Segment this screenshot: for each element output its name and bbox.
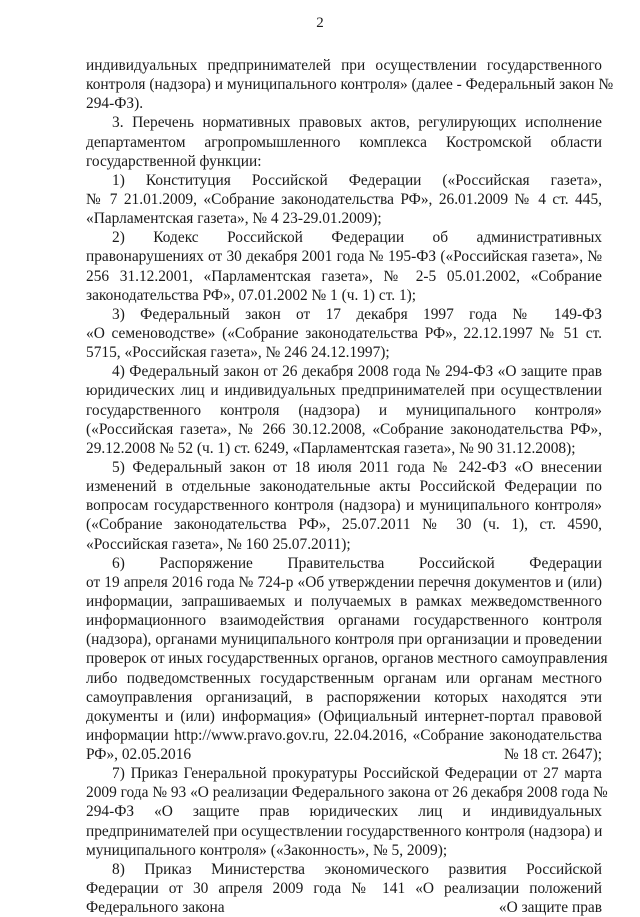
text-line: государственной функции: [86, 152, 262, 170]
text-line: 5715, «Российская газета», № 246 24.12.1997); [86, 344, 390, 362]
document-body [86, 56, 614, 917]
text-line: («Собрание законодательства РФ», 25.07.2011 № 30 (ч. 1), ст. 4590, [86, 516, 602, 534]
text-line [86, 898, 602, 917]
text-line: 4) Федеральный закон от 26 декабря 2008 года № 294-ФЗ «О защите прав [112, 363, 602, 381]
text-line: 294-ФЗ «О защите прав юридических лиц и индивидуальных [86, 803, 602, 821]
page-number: 2 [316, 15, 324, 31]
text-line: 1) Конституция Российской Федерации («Российская газета», [112, 171, 602, 189]
text-line: Федерации от 30 апреля 2009 года № 141 «О реализации положений [86, 880, 602, 898]
text-line: 29.12.2008 № 52 (ч. 1) ст. 6249, «Парламентская газета», № 90 31.12.2008); [86, 439, 576, 457]
text-line: № 7 21.01.2009, «Собрание законодательства РФ», 26.01.2009 № 4 ст. 445, [86, 190, 602, 208]
text-line: юридических лиц и индивидуальных предпринимателей при осуществлении [86, 382, 602, 400]
text-line: предпринимателей при осуществлении государственного контроля (надзора) и [86, 822, 603, 840]
text-line: 2009 года № 93 «О реализации Федерального закона от 26 декабря 2008 года № [86, 784, 608, 802]
text-line: 8) Приказ Министерства экономического развития Российской [112, 860, 602, 878]
text-line [86, 745, 602, 764]
text-line: 256 31.12.2001, «Парламентская газета», № 2-5 05.01.2002, «Собрание [86, 267, 602, 285]
text-line: муниципального контроля» («Законность», № 5, 2009); [86, 841, 448, 859]
text-line: 7) Приказ Генеральной прокуратуры Российской Федерации от 27 марта [112, 765, 602, 783]
text-line: «Парламентская газета», № 4 23-29.01.2009); [86, 210, 382, 228]
text-line: изменений в отдельные законодательные акты Российской Федерации по [86, 478, 602, 496]
text-line: департаментом агропромышленного комплекса Костромской области [86, 133, 602, 151]
text-line: документы и (или) информация» (Официальный интернет-портал правовой [86, 707, 602, 725]
text-line: правонарушениях от 30 декабря 2001 года № 195-ФЗ («Российская газета», № [86, 248, 602, 266]
text-line: 5) Федеральный закон от 18 июля 2011 года № 242-ФЗ «О внесении [112, 458, 602, 476]
text-line: либо подведомственных государственным органам или органам местного [86, 669, 602, 687]
text-line: информации http://www.pravo.gov.ru, 22.04.2016, «Собрание законодательства [86, 726, 602, 744]
text-line: государственного контроля (надзора) и муниципального контроля» [86, 401, 602, 419]
text-line: вопросам государственного контроля (надзора) и муниципального контроля» [86, 497, 602, 515]
text-line: от 19 апреля 2016 года № 724-р «Об утверждении перечня документов и (или) [86, 573, 602, 591]
text-line: 3. Перечень нормативных правовых актов, регулирующих исполнение [112, 114, 602, 132]
text-line-right: «О защите прав [498, 899, 602, 917]
text-line: самоуправления организаций, в распоряжении которых находятся эти [86, 688, 602, 706]
text-line: («Российская газета», № 266 30.12.2008, «Собрание законодательства РФ», [86, 420, 602, 438]
text-line: 2) Кодекс Российской Федерации об административных [112, 229, 602, 247]
text-line: 3) Федеральный закон от 17 декабря 1997 года № 149-ФЗ [112, 305, 602, 323]
text-line: проверок от иных государственных органов, органов местного самоуправления [86, 650, 608, 668]
text-line-right: № 18 ст. 2647); [503, 746, 602, 764]
text-line-left: РФ», 02.05.2016 [86, 746, 192, 764]
text-line: 6) Распоряжение Правительства Российской Федерации [112, 554, 602, 572]
text-line: контроля (надзора) и муниципального контроля» (далее - Федеральный закон № [86, 76, 614, 94]
text-line: законодательства РФ», 07.01.2002 № 1 (ч. 1) ст. 1); [86, 286, 417, 304]
text-line: информационного взаимодействия органами государственного контроля [86, 612, 602, 630]
text-line-left: Федерального закона [86, 899, 225, 917]
text-line: «Российская газета», № 160 25.07.2011); [86, 535, 351, 553]
text-line: «О семеноводстве» («Собрание законодательства РФ», 22.12.1997 № 51 ст. [86, 324, 602, 342]
text-line: (надзора), органами муниципального контроля при организации и проведении [86, 631, 602, 649]
text-line: 294-ФЗ). [86, 95, 144, 113]
text-line: информации, запрашиваемых и получаемых в рамках межведомственного [86, 592, 602, 610]
text-line: индивидуальных предпринимателей при осуществлении государственного [86, 57, 602, 74]
